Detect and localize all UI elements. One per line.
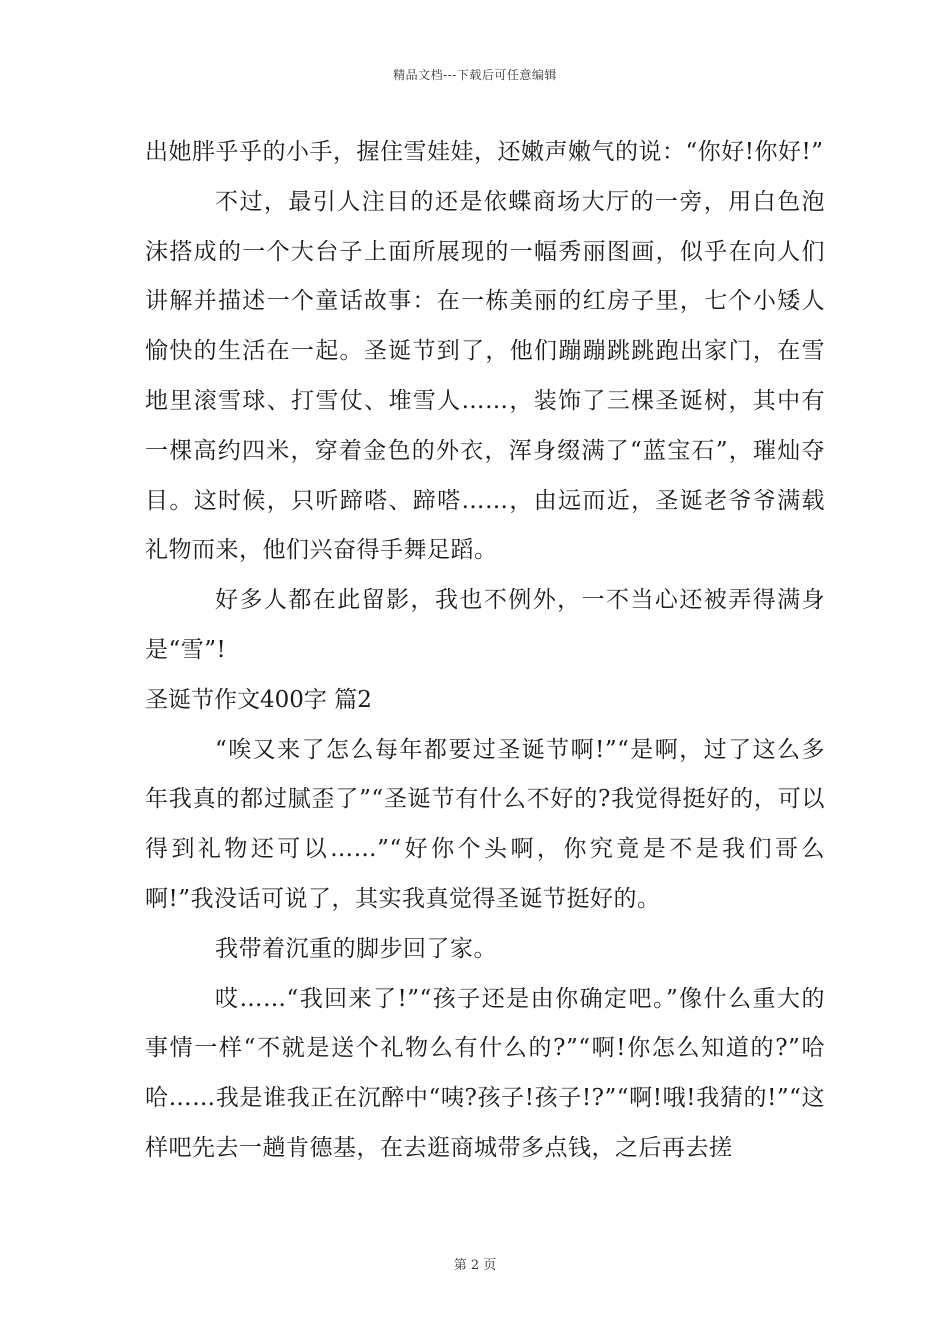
- section-heading: 圣诞节作文400字 篇2: [145, 686, 372, 713]
- paragraph-continued: 出她胖乎乎的小手，握住雪娃娃，还嫩声嫩气的说：“你好!你好!”: [145, 139, 824, 165]
- paragraph: 我带着沉重的脚步回了家。: [215, 935, 497, 962]
- paragraph: 哎……“我回来了!”“孩子还是由你确定吧。”像什么重大的事情一样“不就是送个礼物么有什么的?”“啊!你怎么知道的?”哈哈……我是谁我正在沉醉中“咦?孩子!孩子!?”“啊!哦!我猜的!”“这样吧先去一趟肯德基，在去逛商城带多点钱，之后再去搓: [145, 985, 825, 1161]
- paragraph: 不过，最引人注目的还是依蝶商场大厅的一旁，用白色泡沫搭成的一个大台子上面所展现的一幅秀丽图画，似乎在向人们讲解并描述一个童话故事：在一栋美丽的红房子里，七个小矮人愉快的生活在一起。圣诞节到了，他们蹦蹦跳跳跑出家门，在雪地里滚雪球、打雪仗、堆雪人……，装饰了三棵圣诞树，其中有一棵高约四米，穿着金色的外衣，浑身缀满了“蓝宝石”，璀灿夺目。这时候，只听蹄嗒、蹄嗒……，由远而近，圣诞老爷爷满载礼物而来，他们兴奋得手舞足蹈。: [145, 188, 825, 564]
- paragraph: 好多人都在此留影，我也不例外，一不当心还被弄得满身是“雪”!: [145, 587, 825, 663]
- page-number: 第 2 页: [453, 1258, 497, 1273]
- page-header: 精品文档---下载后可任意编辑: [393, 68, 557, 82]
- document-body: [145, 128, 825, 1174]
- paragraph: “唉又来了怎么每年都要过圣诞节啊!”“是啊，过了这么多年我真的都过腻歪了”“圣诞节有什么不好的?我觉得挺好的，可以得到礼物还可以……”“好你个头啊，你究竟是不是我们哥么啊!”我没话可说了，其实我真觉得圣诞节挺好的。: [145, 736, 825, 912]
